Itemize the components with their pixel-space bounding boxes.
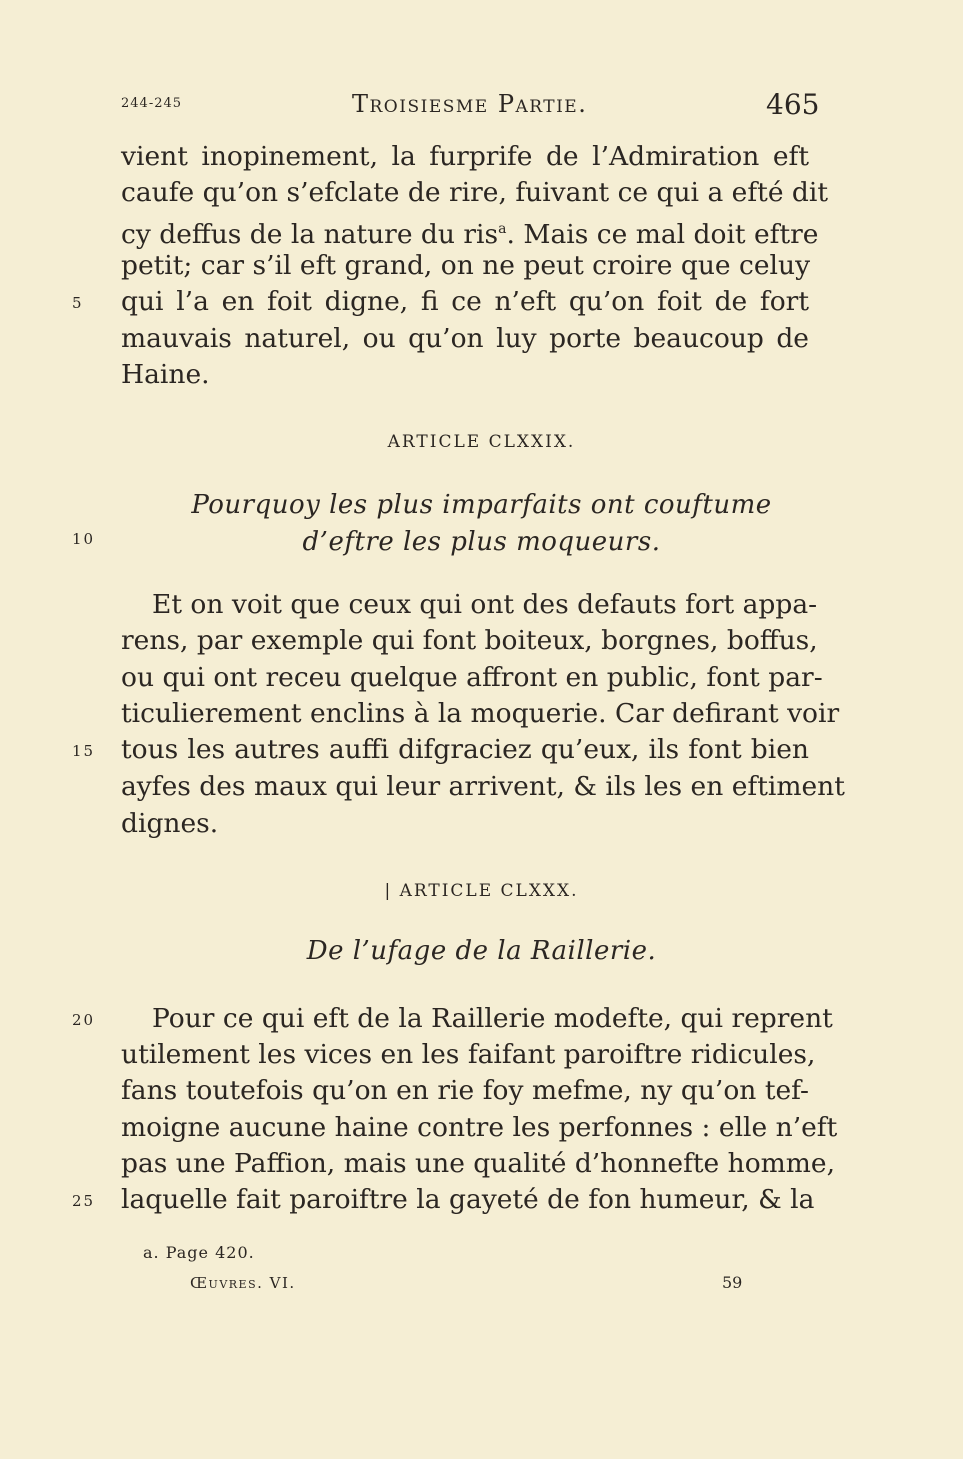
line-number: 10 [72, 530, 96, 548]
article-heading: ARTICLE CLXXIX. [387, 432, 576, 452]
text-line: fans toutefois qu’on en rie foy mefme, ny qu’on tef- [121, 1075, 809, 1106]
text-line: mauvais naturel, ou qu’on luy porte beaucoup de [121, 323, 809, 354]
running-title: Troisiesme Partie. [352, 90, 588, 118]
line-number: 25 [72, 1192, 96, 1210]
text-fragment: . Mais ce mal doit eftre [506, 218, 819, 250]
text-line: ou qui ont receu quelque affront en public, font par- [121, 662, 823, 693]
page-number: 465 [766, 88, 820, 121]
text-line [121, 214, 819, 250]
text-line: qui l’a en foit digne, fi ce n’eft qu’on foit de fort [121, 286, 809, 317]
text-line: petit; car s’il eft grand, on ne peut croire que celuy [121, 250, 811, 281]
text-line: ayfes des maux qui leur arrivent, & ils les en eftiment [121, 771, 845, 802]
text-line: laquelle fait paroiftre la gayeté de fon humeur, & la [121, 1184, 815, 1215]
article-title: d’eftre les plus moqueurs. [302, 527, 661, 557]
text-line: caufe qu’on s’efclate de rire, fuivant ce qui a efté dit [121, 177, 829, 208]
line-number: 15 [72, 742, 96, 760]
footnote-marker: a [498, 221, 507, 237]
line-number: 5 [72, 294, 84, 312]
text-line: tous les autres auffi difgraciez qu’eux, ils font bien [121, 734, 809, 765]
signature-right: 59 [722, 1273, 743, 1292]
text-line: ticulierement enclins à la moquerie. Car defirant voir [121, 698, 840, 729]
text-line: Et on voit que ceux qui ont des defauts fort appa- [152, 589, 818, 620]
text-line: pas une Paffion, mais une qualité d’honnefte homme, [121, 1148, 836, 1179]
text-line: Pour ce qui eft de la Raillerie modefte, qui reprent [152, 1003, 833, 1034]
article-title: De l’ufage de la Raillerie. [306, 936, 657, 966]
footnote: a. Page 420. [143, 1243, 255, 1262]
text-line: dignes. [121, 808, 219, 839]
text-line: Haine. [121, 359, 210, 390]
text-line: rens, par exemple qui font boiteux, borgnes, boffus, [121, 625, 818, 656]
text-line: moigne aucune haine contre les perfonnes : elle n’eft [121, 1112, 838, 1143]
signature-left: Œuvres. VI. [190, 1274, 296, 1292]
text-fragment: cy deffus de la nature du ris [121, 218, 499, 250]
line-number: 20 [72, 1011, 96, 1029]
page-range: 244-245 [121, 96, 183, 111]
text-line: vient inopinement, la furprife de l’Admiration eft [121, 141, 809, 172]
text-line: utilement les vices en les faifant paroiftre ridicules, [121, 1039, 816, 1070]
article-title: Pourquoy les plus imparfaits ont couftume [191, 490, 772, 520]
article-heading: | ARTICLE CLXXX. [384, 881, 579, 901]
